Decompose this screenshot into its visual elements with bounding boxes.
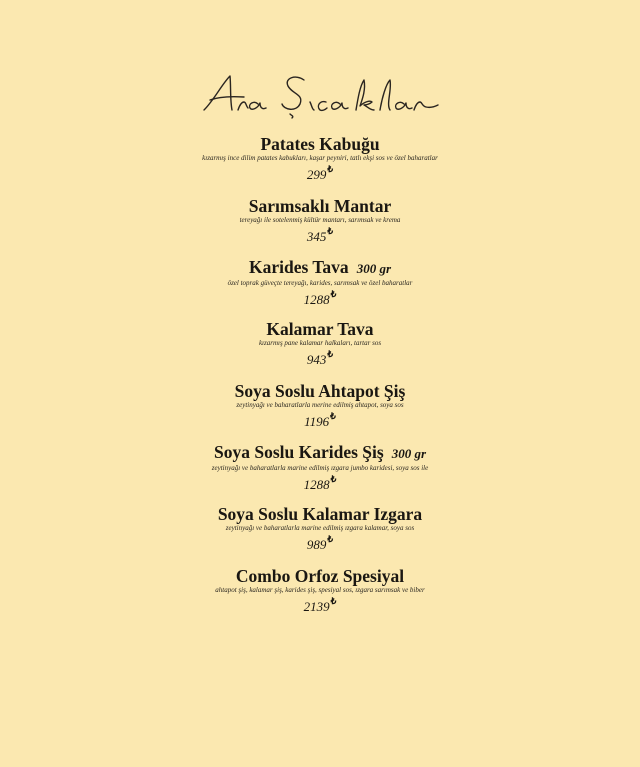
menu-item-name-row xyxy=(0,381,640,401)
menu-item-price-row xyxy=(0,290,640,311)
menu-item-price-row xyxy=(0,412,640,433)
menu-item-name-row xyxy=(0,196,640,216)
menu-item-price-row xyxy=(0,535,640,556)
menu-item-name: Sarımsaklı Mantar xyxy=(248,195,392,216)
menu-item-price: 943 xyxy=(306,352,327,368)
menu-item-description: özel toprak güveçte tereyağı, karides, sarımsak ve özel baharatlar xyxy=(227,279,413,288)
menu-item-price-row xyxy=(0,227,640,248)
menu-item-price: 989 xyxy=(306,537,327,553)
menu-item-name: Kalamar Tava xyxy=(266,319,374,340)
menu-item-description: zeytinyağı ve baharatlarla marine edilmiş ızgara jumbo karidesi, soya sos ile xyxy=(211,464,429,473)
lira-icon: ₺ xyxy=(327,164,334,174)
menu-item-description: ahtapot şiş, kalamar şiş, karides şiş, spesiyal sos, ızgara sarımsak ve biber xyxy=(215,585,425,594)
lira-icon: ₺ xyxy=(327,225,334,236)
lira-icon: ₺ xyxy=(330,474,337,485)
menu-item-name: Karides Tava xyxy=(249,257,349,278)
menu-item xyxy=(0,257,640,319)
menu-item-name-row xyxy=(0,504,640,524)
menu-item xyxy=(0,566,640,628)
menu-item-name: Patates Kabuğu xyxy=(260,134,380,154)
menu-item-name: Soya Soslu Karides Şiş xyxy=(213,442,384,463)
menu-item-price: 1288 xyxy=(303,292,330,308)
menu-item-description: kızarmış ince dilim patates kabukları, kaşar peyniri, tatlı ekşi sos ve özel baharatlar xyxy=(202,154,438,162)
menu-item-name: Combo Orfoz Spesiyal xyxy=(235,565,405,586)
menu-item-portion: 300 gr xyxy=(391,446,426,462)
menu-item-price-row xyxy=(0,597,640,618)
menu-item-portion: 300 gr xyxy=(356,261,391,277)
menu-item xyxy=(0,442,640,504)
lira-icon: ₺ xyxy=(330,410,336,421)
menu-item-price: 299 xyxy=(306,167,327,182)
menu-item-name-row xyxy=(0,257,640,279)
menu-item-name-row xyxy=(0,442,640,464)
menu-item xyxy=(0,319,640,381)
menu-item-name-row xyxy=(0,319,640,339)
lira-icon: ₺ xyxy=(327,534,334,545)
lira-icon: ₺ xyxy=(330,289,337,300)
lira-icon: ₺ xyxy=(327,349,334,360)
menu-item-price-row xyxy=(0,165,640,186)
menu-item-description: zeytinyağı ve baharatlarla merine edilmiş ahtapot, soya sos xyxy=(236,400,404,409)
menu-item xyxy=(0,134,640,196)
menu-item xyxy=(0,504,640,566)
menu-item xyxy=(0,196,640,258)
menu-item-description: kızarmış pane kalamar halkaları, tartar sos xyxy=(258,339,382,348)
menu-item-description: tereyağı ile sotelenmiş kültür mantarı, sarımsak ve krema xyxy=(239,215,401,224)
menu-items xyxy=(0,134,640,628)
menu-item-name: Soya Soslu Kalamar Izgara xyxy=(217,504,423,525)
section-heading xyxy=(0,70,640,120)
menu-item-name: Soya Soslu Ahtapot Şiş xyxy=(234,380,406,401)
menu-item-price: 2139 xyxy=(303,598,330,614)
menu-item-description: zeytinyağı ve baharatlarla marine edilmiş ızgara kalamar, soya sos xyxy=(225,524,415,533)
menu-item-name-row xyxy=(0,566,640,586)
menu-item-price: 1196 xyxy=(304,413,330,429)
menu-item-price-row xyxy=(0,350,640,371)
lira-icon: ₺ xyxy=(330,595,337,606)
menu-item-price-row xyxy=(0,475,640,496)
menu-item-name-row xyxy=(0,134,640,154)
menu-item-price: 1288 xyxy=(303,477,330,493)
menu-item xyxy=(0,381,640,443)
menu-item-price: 345 xyxy=(306,228,327,244)
